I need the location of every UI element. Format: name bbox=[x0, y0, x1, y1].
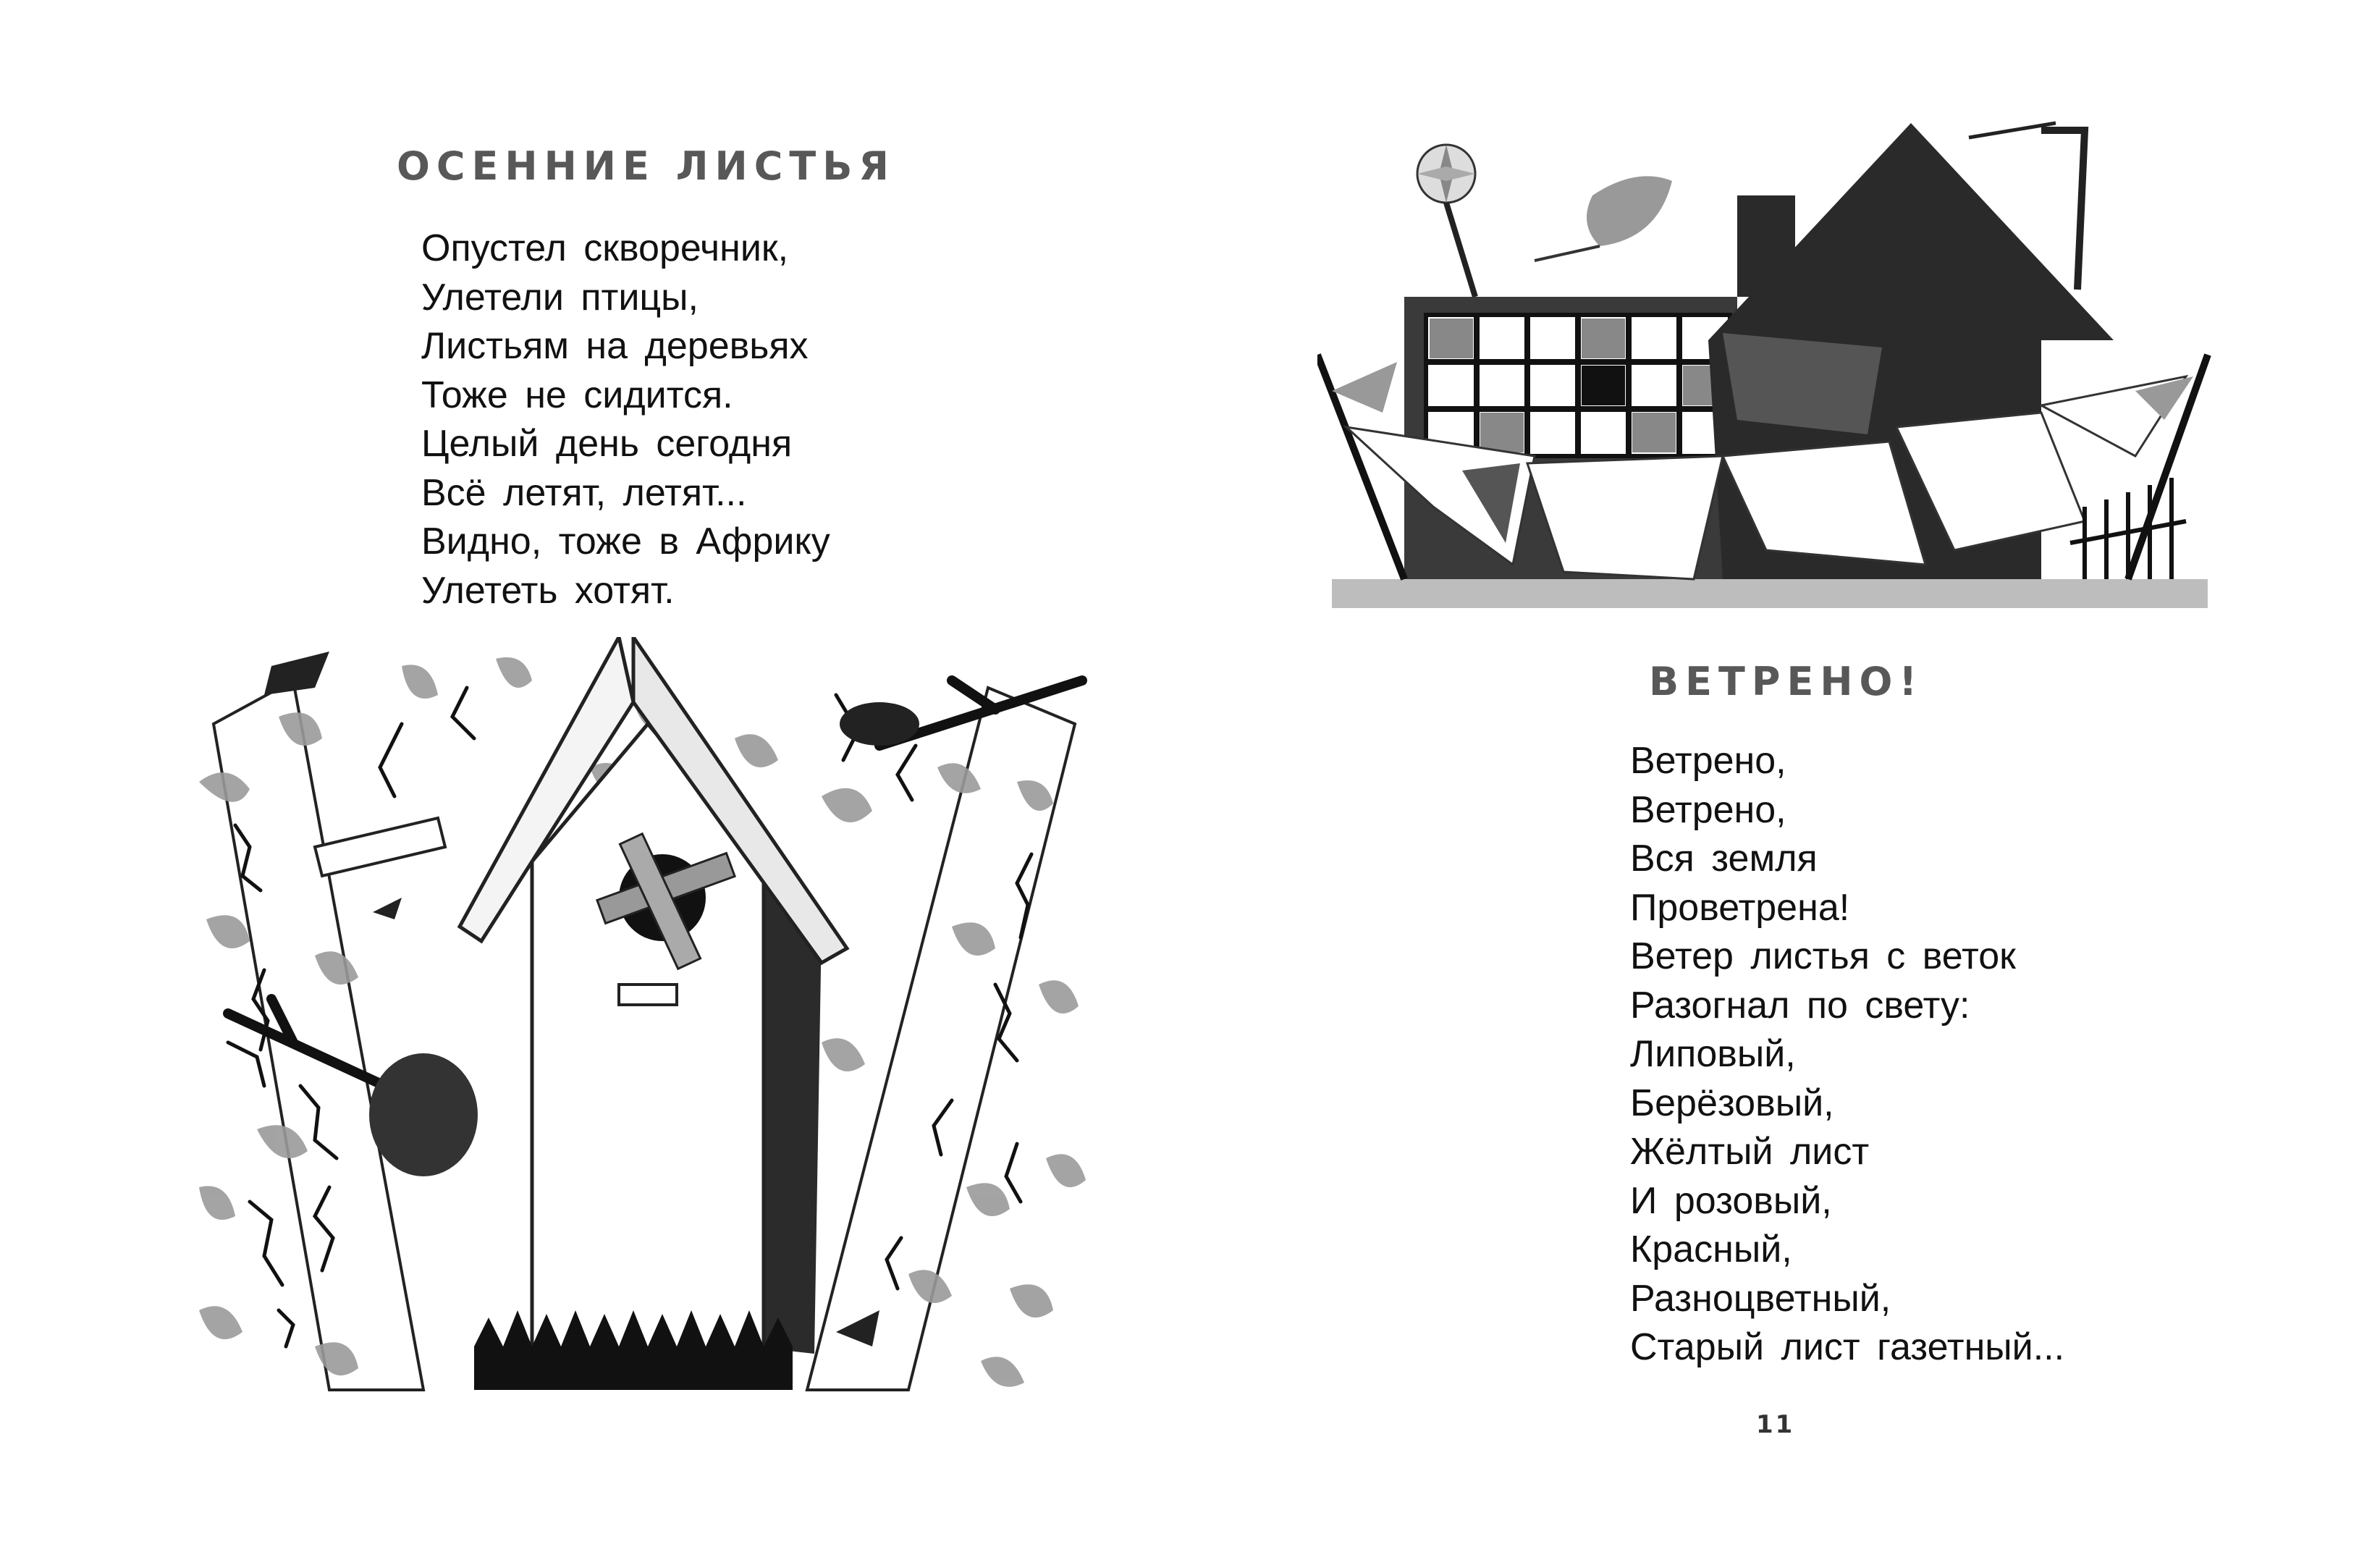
poem-line: Старый лист газетный... bbox=[1630, 1326, 2065, 1368]
poem-line: Жёлтый лист bbox=[1630, 1131, 1870, 1173]
poem-line: Опустел скворечник, bbox=[421, 227, 789, 269]
poem-line: Ветрено, bbox=[1630, 740, 1786, 782]
poem-line: Улететь хотят. bbox=[421, 569, 675, 612]
poem-line: Всё летят, летят... bbox=[421, 471, 747, 514]
poem-line: Листьям на деревьях bbox=[421, 325, 809, 367]
poem-line: Берёзовый, bbox=[1630, 1082, 1834, 1124]
poem-line: Тоже не сидится. bbox=[421, 374, 733, 416]
poem-line: Разогнал по свету: bbox=[1630, 984, 1970, 1027]
poem-line: Разноцветный, bbox=[1630, 1277, 1891, 1320]
poem-title-autumn-leaves: ОСЕННИЕ ЛИСТЬЯ bbox=[397, 143, 895, 189]
poem-line: Липовый, bbox=[1630, 1033, 1796, 1075]
poem-windy bbox=[1630, 737, 2064, 1373]
poem-line: Целый день сегодня bbox=[421, 423, 793, 465]
house-laundry-illustration bbox=[1317, 116, 2237, 623]
poem-line: Видно, тоже в Африку bbox=[421, 520, 830, 562]
birdhouse-illustration bbox=[185, 637, 1104, 1412]
poem-line: Ветрено, bbox=[1630, 788, 1786, 831]
poem-line: И розовый, bbox=[1630, 1179, 1832, 1222]
poem-line: Проветрена! bbox=[1630, 886, 1850, 929]
page-number: 11 bbox=[1756, 1410, 1795, 1439]
poem-line: Ветер листья с веток bbox=[1630, 935, 2016, 977]
poem-line: Улетели птицы, bbox=[421, 276, 699, 319]
poem-autumn-leaves bbox=[421, 224, 830, 615]
poem-title-windy: ВЕТРЕНО! bbox=[1649, 659, 1924, 704]
poem-line: Красный, bbox=[1630, 1228, 1792, 1270]
poem-line: Вся земля bbox=[1630, 838, 1818, 880]
